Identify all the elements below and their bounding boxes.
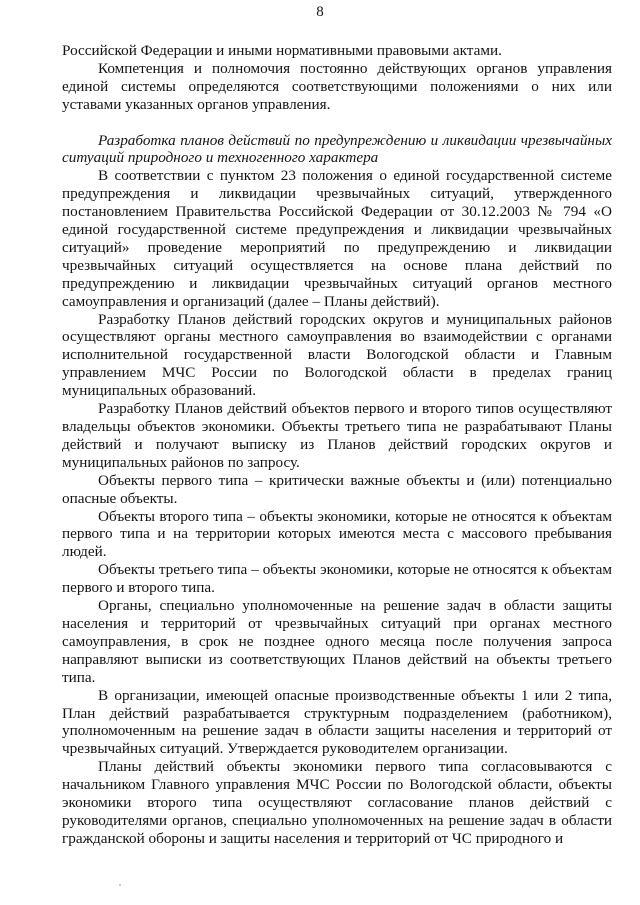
paragraph: Объекты второго типа – объекты экономики, которые не относятся к объектам первого типа и на территории которых имеются места с массового пребывания людей. xyxy=(62,507,612,561)
page-body xyxy=(62,42,612,848)
paragraph: Объекты первого типа – критически важные объекты и (или) потенциально опасные объекты. xyxy=(62,471,612,507)
paragraph: Органы, специально уполномоченные на решение задач в области защиты населения и территорий от чрезвычайных ситуаций при органах местного самоуправления, в срок не позднее одного месяца после получения запроса направляют выписки из соответствующих Планов действий на объекты третьего типа. xyxy=(62,597,612,686)
page-number: 8 xyxy=(316,4,324,20)
paragraph: Планы действий объекты экономики первого типа согласовываются с начальником Главного управления МЧС России по Вологодской области, объекты экономики второго типа осуществляют согласование планов действий с руководителями органов, специально уполномоченных на решение задач в области гражданской обороны и защиты населения и территорий от ЧС природного и xyxy=(62,758,612,847)
paragraph: Разработку Планов действий объектов первого и второго типов осуществляют владельцы объектов экономики. Объекты третьего типа не разрабатывают Планы действий и получают выписку из Планов действий городских округов и муниципальных районов по запросу. xyxy=(62,400,612,471)
paragraph: Российской Федерации и иными нормативными правовыми актами. xyxy=(62,42,502,59)
blank-line xyxy=(62,114,612,132)
paragraph: Разработку Планов действий городских округов и муниципальных районов осуществляют органы местного самоуправления во взаимодействии с органами исполнительной государственной власти Вологодской области и Главным управлением МЧС России по Вологодской области в пределах границ муниципальных образований. xyxy=(62,310,612,400)
paragraph: В соответствии с пунктом 23 положения о единой государственной системе предупреждения и ликвидации чрезвычайных ситуаций, утвержденного постановлением Правительства Российской Федерации от 30.12.2003 № 794 «О единой государственной системе предупреждения и ликвидации чрезвычайных ситуаций» проведение мероприятий по предупреждению и ликвидации чрезвычайных ситуаций осуществляется на основе плана действий по предупреждению и ликвидации чрезвычайных ситуаций органов местного самоуправления и организаций (далее – Планы действий). xyxy=(62,167,612,310)
scan-speck xyxy=(119,884,121,886)
paragraph: Объекты третьего типа – объекты экономики, которые не относятся к объектам первого и второго типа. xyxy=(62,561,612,597)
paragraph: В организации, имеющей опасные производственные объекты 1 или 2 типа, План действий разрабатывается структурным подразделением (работником), уполномоченным на решение задач в области защиты населения и территорий от чрезвычайных ситуаций. Утверждается руководителем организации. xyxy=(62,686,612,758)
paragraph: Компетенция и полномочия постоянно действующих органов управления единой системы определяются соответствующими положениями о них или уставами указанных органов управления. xyxy=(62,59,612,113)
section-heading: Разработка планов действий по предупреждению и ликвидации чрезвычайных ситуаций природного и техногенного характера xyxy=(62,131,612,167)
